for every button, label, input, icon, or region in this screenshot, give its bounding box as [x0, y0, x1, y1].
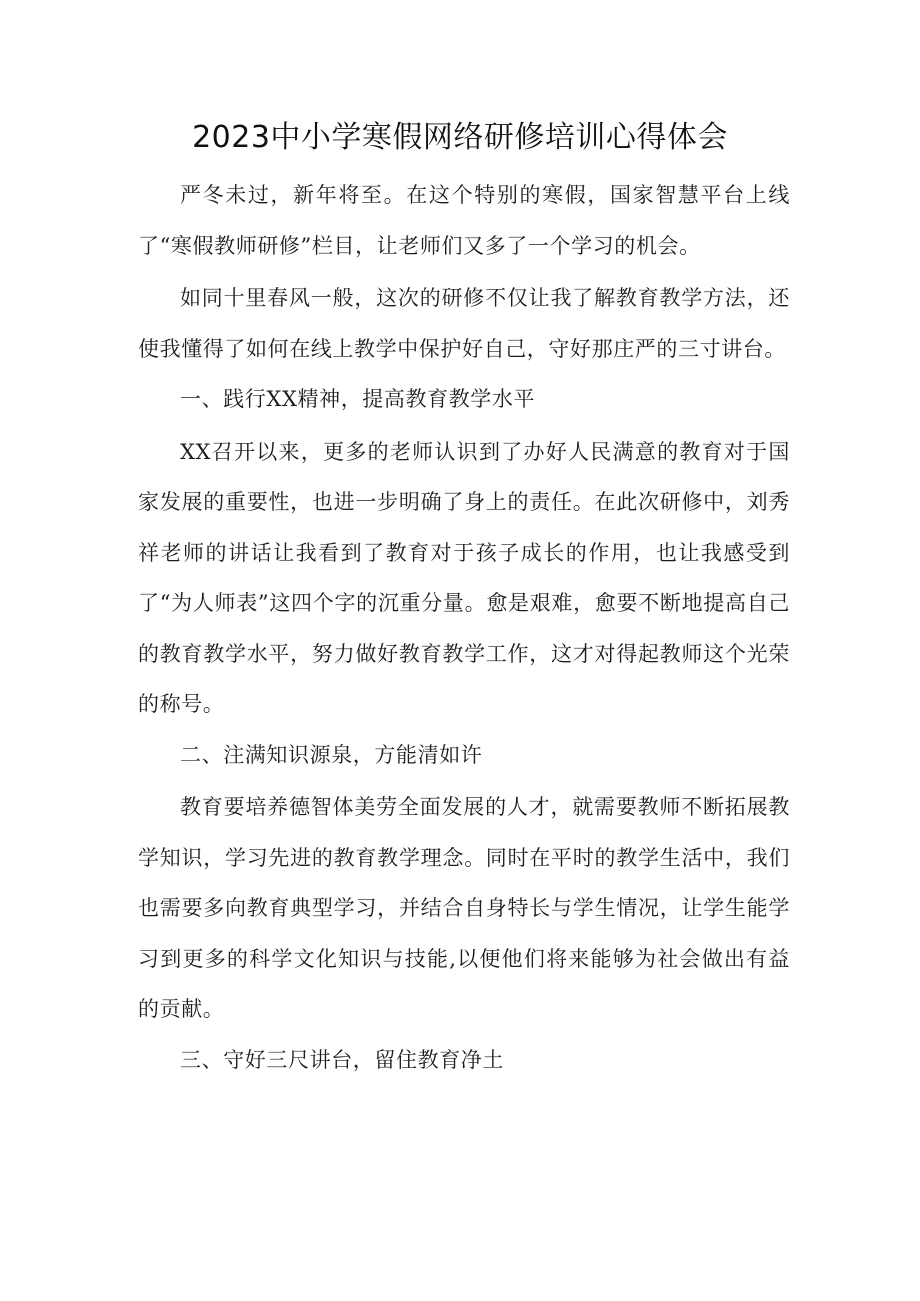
document-body [138, 170, 790, 1085]
document-title: 2023中小学寒假网络研修培训心得体会 [192, 120, 728, 155]
paragraph-intro: 严冬未过，新年将至。在这个特别的寒假，国家智慧平台上线了“寒假教师研修”栏目，让老师们又多了一个学习的机会。 [138, 183, 790, 258]
section-heading-1: 一、践行XX精神，提高教育教学水平 [180, 387, 536, 411]
section-heading-2: 二、注满知识源泉，方能清如许 [180, 742, 483, 767]
paragraph-section-2: 教育要培养德智体美劳全面发展的人才，就需要教师不断拓展教学知识，学习先进的教育教学理念。同时在平时的教学生活中，我们也需要多向教育典型学习，并结合自身特长与学生情况，让学生能学习到更多的科学文化知识与技能,以便他们将来能够为社会做出有益的贡献。 [138, 795, 790, 1021]
paragraph-section-1: XX召开以来，更多的老师认识到了办好人民满意的教育对于国家发展的重要性，也进一步明确了身上的责任。在此次研修中，刘秀祥老师的讲话让我看到了教育对于孩子成长的作用，也让我感受到了“为人师表”这四个字的沉重分量。愈是艰难，愈要不断地提高自己的教育教学水平，努力做好教育教学工作，这才对得起教师这个光荣的称号。 [138, 439, 790, 716]
section-heading-3: 三、守好三尺讲台，留住教育净土 [180, 1047, 504, 1072]
paragraph-reflection: 如同十里春风一般，这次的研修不仅让我了解教育教学方法，还使我懂得了如何在线上教学中保护好自己，守好那庄严的三寸讲台。 [138, 286, 790, 361]
